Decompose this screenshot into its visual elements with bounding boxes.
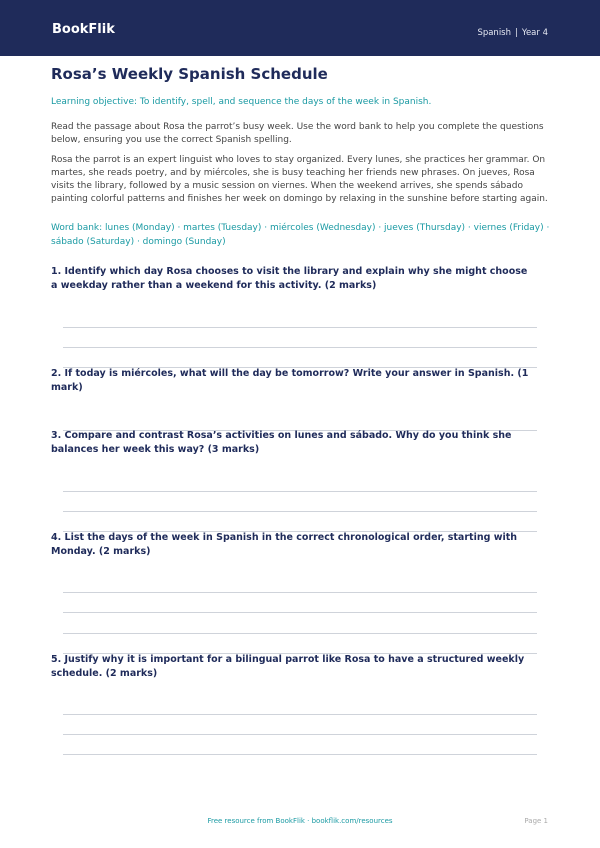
answer-line[interactable] bbox=[63, 327, 537, 328]
answer-line[interactable] bbox=[63, 714, 537, 715]
word-bank: Word bank: lunes (Monday) · martes (Tuesday) · miércoles (Wednesday) · jueves (Thursday) · viernes (Friday) · sábado (Saturday) · domingo (Sunday) bbox=[51, 223, 550, 247]
page-header bbox=[0, 0, 600, 56]
separator: | bbox=[515, 28, 518, 38]
question-3: 3. Compare and contrast Rosa’s activities on lunes and sábado. Why do you think she balances her week this way? (3 marks) bbox=[51, 430, 512, 455]
footer-credit: Free resource from BookFlik · bookflik.com/resources bbox=[207, 817, 393, 825]
passage-paragraph: Rosa the parrot is an expert linguist who loves to stay organized. Every lunes, she practices her grammar. On martes, she reads poetry, and by miércoles, she is busy teaching her friends new phrases. On jueves, Rosa visits the library, followed by a music session on viernes. When the weekend arrives, she spends sábado painting colorful patterns and finishes her week on domingo by relaxing in the sunshine before starting again. bbox=[51, 155, 548, 204]
answer-line[interactable] bbox=[63, 633, 537, 634]
subject-label: Spanish bbox=[477, 28, 512, 38]
answer-line[interactable] bbox=[63, 511, 537, 512]
brand-logo: BookFlik bbox=[52, 22, 115, 37]
answer-line[interactable] bbox=[63, 592, 537, 593]
subject-year-label bbox=[477, 28, 548, 38]
answer-line[interactable] bbox=[63, 612, 537, 613]
learning-objective: Learning objective: To identify, spell, and sequence the days of the week in Spanish. bbox=[51, 97, 432, 107]
answer-line[interactable] bbox=[63, 491, 537, 492]
intro-paragraph: Read the passage about Rosa the parrot’s busy week. Use the word bank to help you complete the questions below, ensuring you use the correct Spanish spelling. bbox=[51, 122, 544, 145]
question-5: 5. Justify why it is important for a bilingual parrot like Rosa to have a structured weekly schedule. (2 marks) bbox=[51, 654, 525, 679]
answer-line[interactable] bbox=[63, 754, 537, 755]
page-number: Page 1 bbox=[524, 817, 548, 825]
answer-line[interactable] bbox=[63, 367, 537, 368]
question-1: 1. Identify which day Rosa chooses to visit the library and explain why she might choose a weekday rather than a weekend for this activity. (2 marks) bbox=[51, 266, 528, 291]
answer-line[interactable] bbox=[63, 734, 537, 735]
question-2: 2. If today is miércoles, what will the day be tomorrow? Write your answer in Spanish. (1 mark) bbox=[51, 368, 529, 393]
year-label: Year 4 bbox=[521, 28, 548, 38]
answer-line[interactable] bbox=[63, 347, 537, 348]
question-4: 4. List the days of the week in Spanish in the correct chronological order, starting with Monday. (2 marks) bbox=[51, 532, 518, 557]
page-title: Rosa’s Weekly Spanish Schedule bbox=[51, 65, 328, 83]
